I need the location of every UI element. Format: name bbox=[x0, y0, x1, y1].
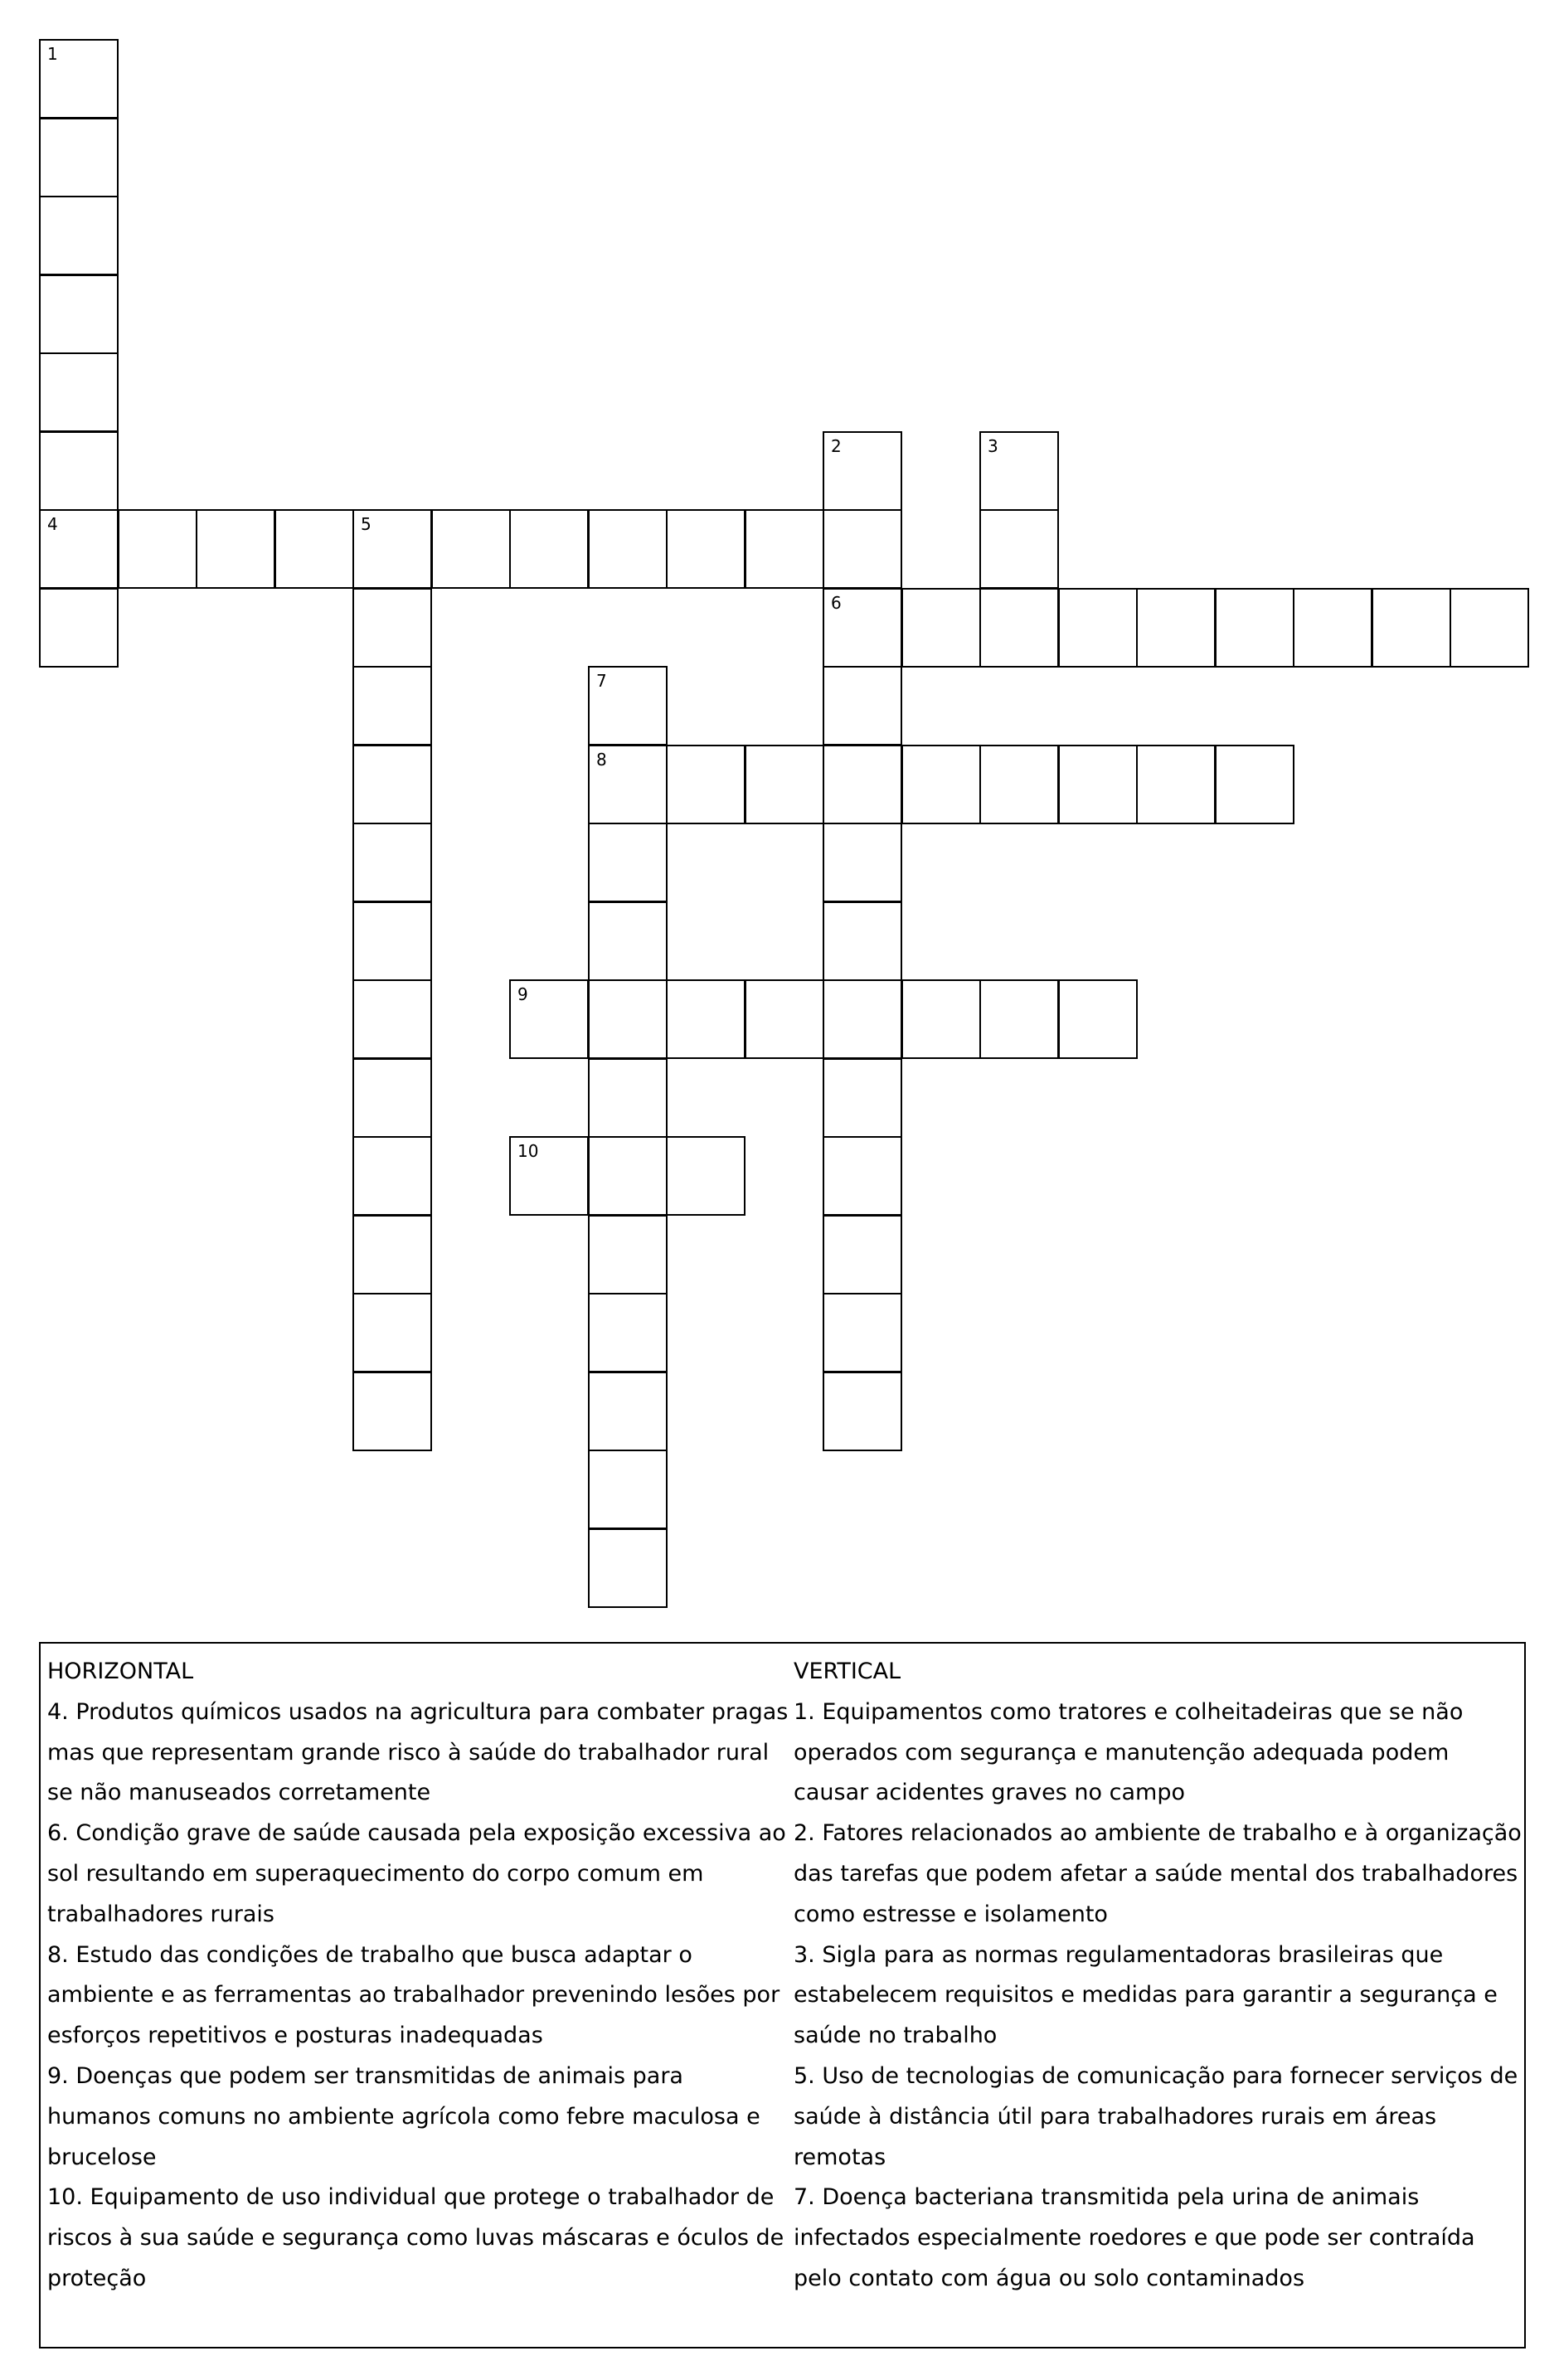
clue-across-10: 10. Equipamento de uso individual que protege o trabalhador de riscos à sua saúde e segurança como luvas máscaras e óculos de proteção bbox=[47, 2184, 784, 2291]
clue-number: 1 bbox=[47, 44, 58, 64]
grid-cell[interactable] bbox=[823, 588, 902, 668]
grid-cell[interactable] bbox=[1058, 979, 1138, 1059]
grid-cell[interactable] bbox=[1215, 588, 1294, 668]
grid-cell[interactable] bbox=[431, 509, 511, 589]
vertical-heading: VERTICAL bbox=[794, 1659, 901, 1684]
grid-cell[interactable] bbox=[39, 196, 119, 275]
grid-cell[interactable] bbox=[979, 745, 1059, 824]
clue-down-7: 7. Doença bacteriana transmitida pela urina de animais infectados especialmente roedores e que pode ser contraída pelo contato com água ou solo contaminados bbox=[794, 2184, 1475, 2291]
grid-cell[interactable] bbox=[588, 823, 668, 902]
grid-cell[interactable] bbox=[823, 745, 902, 824]
clue-down-1: 1. Equipamentos como tratores e colheitadeiras que se não operados com segurança e manutenção adequada podem causar acidentes graves no campo bbox=[794, 1698, 1464, 1806]
grid-cell[interactable] bbox=[352, 1372, 432, 1451]
grid-cell[interactable] bbox=[745, 745, 824, 824]
grid-cell[interactable] bbox=[352, 979, 432, 1059]
grid-cell[interactable] bbox=[39, 588, 119, 668]
grid-cell[interactable] bbox=[588, 1136, 668, 1216]
grid-cell[interactable] bbox=[666, 745, 746, 824]
grid-cell[interactable] bbox=[666, 1136, 746, 1216]
grid-cell[interactable] bbox=[588, 1215, 668, 1294]
clue-across-9: 9. Doenças que podem ser transmitidas de animais para humanos comuns no ambiente agrícola como febre maculosa e brucelose bbox=[47, 2062, 760, 2170]
clue-down-3: 3. Sigla para as normas regulamentadoras brasileiras que estabelecem requisitos e medidas para garantir a segurança e saúde no trabalho bbox=[794, 1941, 1498, 2049]
grid-cell[interactable] bbox=[901, 588, 981, 668]
grid-cell[interactable] bbox=[823, 666, 902, 746]
grid-cell[interactable] bbox=[823, 1136, 902, 1216]
grid-cell[interactable] bbox=[196, 509, 275, 589]
grid-cell[interactable] bbox=[979, 509, 1059, 589]
clues-box bbox=[39, 1642, 1526, 2348]
grid-cell[interactable] bbox=[1058, 588, 1138, 668]
vertical-clues bbox=[794, 1652, 1523, 2300]
grid-cell[interactable] bbox=[666, 979, 746, 1059]
grid-cell[interactable] bbox=[588, 745, 668, 824]
grid-cell[interactable] bbox=[39, 118, 119, 197]
clue-across-6: 6. Condição grave de saúde causada pela exposição excessiva ao sol resultando em superaquecimento do corpo comum em trabalhadores rurais bbox=[47, 1820, 786, 1927]
grid-cell[interactable] bbox=[588, 666, 668, 746]
grid-cell[interactable] bbox=[588, 1058, 668, 1138]
grid-cell[interactable] bbox=[352, 588, 432, 668]
grid-cell[interactable] bbox=[588, 901, 668, 981]
clue-across-4: 4. Produtos químicos usados na agricultura para combater pragas mas que representam grande risco à saúde do trabalhador rural se não manuseados corretamente bbox=[47, 1698, 789, 1806]
horizontal-clues bbox=[47, 1652, 789, 2300]
grid-cell[interactable] bbox=[823, 1293, 902, 1372]
grid-cell[interactable] bbox=[588, 979, 668, 1059]
clue-number: 7 bbox=[596, 671, 607, 691]
grid-cell[interactable] bbox=[352, 745, 432, 824]
grid-cell[interactable] bbox=[588, 1293, 668, 1372]
grid-cell[interactable] bbox=[979, 588, 1059, 668]
grid-cell[interactable] bbox=[509, 979, 589, 1059]
grid-cell[interactable] bbox=[352, 509, 432, 589]
grid-cell[interactable] bbox=[352, 666, 432, 746]
grid-cell[interactable] bbox=[745, 509, 824, 589]
grid-cell[interactable] bbox=[823, 979, 902, 1059]
grid-cell[interactable] bbox=[1372, 588, 1451, 668]
grid-cell[interactable] bbox=[352, 823, 432, 902]
grid-cell[interactable] bbox=[1136, 745, 1216, 824]
grid-cell[interactable] bbox=[901, 979, 981, 1059]
grid-cell[interactable] bbox=[39, 431, 119, 511]
grid-cell[interactable] bbox=[39, 509, 119, 589]
grid-cell[interactable] bbox=[509, 509, 589, 589]
grid-cell[interactable] bbox=[39, 39, 119, 119]
grid-cell[interactable] bbox=[352, 901, 432, 981]
grid-cell[interactable] bbox=[823, 1215, 902, 1294]
grid-cell[interactable] bbox=[823, 823, 902, 902]
grid-cell[interactable] bbox=[274, 509, 354, 589]
grid-cell[interactable] bbox=[1136, 588, 1216, 668]
clue-number: 3 bbox=[988, 436, 998, 456]
grid-cell[interactable] bbox=[39, 352, 119, 432]
grid-cell[interactable] bbox=[979, 431, 1059, 511]
clue-number: 2 bbox=[831, 436, 842, 456]
grid-cell[interactable] bbox=[823, 1058, 902, 1138]
horizontal-heading: HORIZONTAL bbox=[47, 1659, 194, 1684]
clue-number: 10 bbox=[517, 1141, 539, 1161]
grid-cell[interactable] bbox=[901, 745, 981, 824]
clue-number: 8 bbox=[596, 750, 607, 770]
grid-cell[interactable] bbox=[509, 1136, 589, 1216]
grid-cell[interactable] bbox=[1215, 745, 1294, 824]
grid-cell[interactable] bbox=[823, 509, 902, 589]
grid-cell[interactable] bbox=[745, 979, 824, 1059]
grid-cell[interactable] bbox=[588, 1528, 668, 1608]
grid-cell[interactable] bbox=[823, 431, 902, 511]
grid-cell[interactable] bbox=[39, 274, 119, 354]
grid-cell[interactable] bbox=[1293, 588, 1372, 668]
clue-down-5: 5. Uso de tecnologias de comunicação para fornecer serviços de saúde à distância útil para trabalhadores rurais em áreas remotas bbox=[794, 2062, 1518, 2170]
grid-cell[interactable] bbox=[352, 1058, 432, 1138]
grid-cell[interactable] bbox=[1450, 588, 1529, 668]
grid-cell[interactable] bbox=[1058, 745, 1138, 824]
clue-number: 4 bbox=[47, 514, 58, 534]
grid-cell[interactable] bbox=[352, 1293, 432, 1372]
grid-cell[interactable] bbox=[823, 1372, 902, 1451]
grid-cell[interactable] bbox=[666, 509, 746, 589]
grid-cell[interactable] bbox=[588, 1372, 668, 1451]
grid-cell[interactable] bbox=[823, 901, 902, 981]
clue-number: 9 bbox=[517, 984, 528, 1004]
clue-down-2: 2. Fatores relacionados ao ambiente de trabalho e à organização das tarefas que podem afetar a saúde mental dos trabalhadores como estresse e isolamento bbox=[794, 1820, 1522, 1927]
clue-number: 6 bbox=[831, 593, 842, 613]
clue-number: 5 bbox=[361, 514, 372, 534]
clue-across-8: 8. Estudo das condições de trabalho que busca adaptar o ambiente e as ferramentas ao trabalhador prevenindo lesões por esforços repetitivos e posturas inadequadas bbox=[47, 1941, 780, 2049]
grid-cell[interactable] bbox=[588, 509, 668, 589]
grid-cell[interactable] bbox=[352, 1215, 432, 1294]
grid-cell[interactable] bbox=[979, 979, 1059, 1059]
grid-cell[interactable] bbox=[118, 509, 197, 589]
grid-cell[interactable] bbox=[352, 1136, 432, 1216]
grid-cell[interactable] bbox=[588, 1450, 668, 1529]
